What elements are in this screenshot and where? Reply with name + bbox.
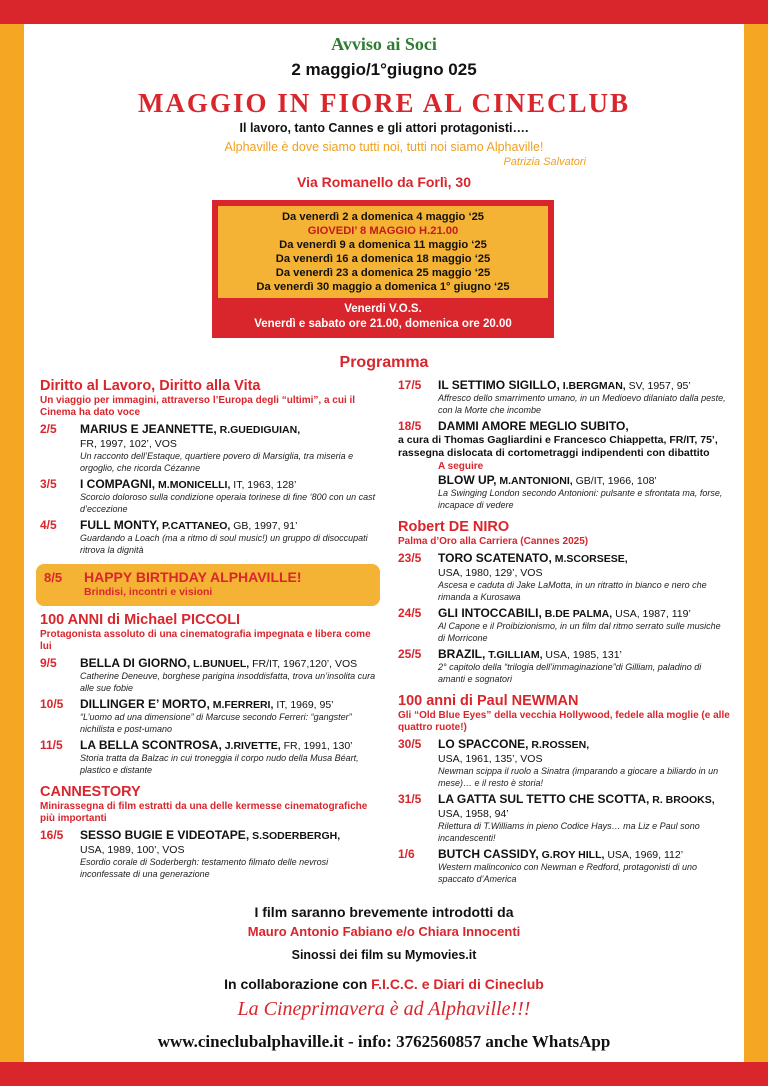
birthday-banner [36, 564, 380, 606]
film-director: R.GUEDIGUIAN, [219, 424, 301, 436]
film-info: GB, 1997, 91’ [233, 520, 298, 532]
film-title: MARIUS E JEANNETTE, [80, 422, 217, 436]
film-title: FULL MONTY, [80, 518, 160, 532]
film-director: L.BUNUEL, [193, 658, 250, 670]
film-date: 25/5 [398, 647, 422, 661]
schedule-box [212, 200, 554, 338]
section-subtitle: Protagonista assoluto di una cinematografia impegnata e libera come lui [40, 629, 371, 652]
film-date: 2/5 [40, 422, 57, 436]
film-entry [40, 477, 380, 515]
section-subtitle: Un viaggio per immagini, attraverso l’Europa degli “ultimi”, a cui il Cinema ha dato voce [40, 395, 356, 418]
film-description: 2° capitolo della “trilogia dell’immaginazione”di Gilliam, paladino di amanti e sognatori [438, 662, 702, 684]
film-info: GB/IT, 1966, 108’ [575, 475, 657, 487]
birthday-subtitle: Brindisi, incontri e visioni [84, 586, 213, 598]
film-info: IT, 1969, 95’ [276, 699, 334, 711]
film-director: R.ROSSEN, [531, 739, 590, 751]
poster-page [24, 24, 744, 1062]
film-date: 23/5 [398, 551, 422, 565]
film-entry [398, 792, 730, 844]
film-director: G.ROY HILL, [541, 849, 605, 861]
film-description: Esordio corale di Soderbergh: testamento filmato delle nevrosi inconfessate di una generazione [80, 857, 329, 879]
film-description: Al Capone e il Proibizionismo, in un film dal ritmo serrato sulle musiche di Morricone [438, 621, 721, 643]
film-info: USA, 1989, 100’, VOS [80, 844, 185, 856]
avviso-heading: Avviso ai Soci [331, 34, 437, 54]
film-date: 24/5 [398, 606, 422, 620]
film-date: 1/6 [398, 847, 415, 861]
birthday-date: 8/5 [44, 570, 63, 585]
film-title: LA GATTA SUL TETTO CHE SCOTTA, [438, 792, 650, 806]
film-title: TORO SCATENATO, [438, 551, 552, 565]
film-title: BELLA DI GIORNO, [80, 656, 191, 670]
sinossi-link-text[interactable]: Sinossi dei film su Mymovies.it [291, 948, 477, 962]
schedule-line: Da venerdì 16 a domenica 18 maggio ‘25 [275, 253, 491, 265]
poster-title: MAGGIO IN FIORE AL CINECLUB [137, 88, 631, 118]
film-entry [40, 697, 380, 735]
film-description: Storia tratta da Balzac in cui troneggia il corpo nudo della Musa Béart, plastico e distante [80, 753, 359, 775]
right-orange-band [744, 24, 768, 1062]
film-description: Scorcio doloroso sulla condizione operaia torinese di fine ‘800 con un cast d’eccezione [80, 492, 376, 514]
film-entry [40, 422, 380, 474]
slogan: La Cineprimavera è ad Alphaville!!! [237, 998, 531, 1020]
film-date: 17/5 [398, 378, 422, 392]
film-description: Newman scippa il ruolo a Sinatra (imparando a giocare a biliardo in un mese)… e il resto è storia! [438, 766, 719, 788]
film-director: I.BERGMAN, [562, 380, 626, 392]
programma-heading: Programma [339, 354, 429, 371]
quote-text: Alphaville è dove siamo tutti noi, tutti noi siamo Alphaville! [224, 140, 544, 154]
film-date: 18/5 [398, 419, 422, 433]
film-director: J.RIVETTE, [224, 740, 281, 752]
film-date: 10/5 [40, 697, 64, 711]
section-subtitle: Gli “Old Blue Eyes” della vecchia Hollywood, fedele alla moglie (e alle quattro ruote!) [398, 710, 730, 733]
film-title: DAMMI AMORE MEGLIO SUBITO, [438, 419, 629, 433]
section-title: 100 ANNI di Michael PICCOLI [40, 612, 241, 628]
schedule-line-special: GIOVEDI’ 8 MAGGIO H.21.00 [307, 225, 459, 237]
contact-link[interactable]: www.cineclubalphaville.it - info: 3762560857 anche WhatsApp [157, 1032, 611, 1051]
film-info: IT, 1963, 128’ [233, 479, 297, 491]
birthday-title: HAPPY BIRTHDAY ALPHAVILLE! [84, 569, 302, 585]
film-director: M.FERRERI, [212, 699, 274, 711]
film-title: IL SETTIMO SIGILLO, [438, 378, 560, 392]
film-entry [40, 656, 380, 694]
film-info: USA, 1969, 112’ [607, 849, 684, 861]
film-title: BUTCH CASSIDY, [438, 847, 539, 861]
program-right-column [398, 378, 730, 885]
bottom-red-band [0, 1062, 768, 1086]
film-director: M.SCORSESE, [554, 553, 628, 565]
film-date: 30/5 [398, 737, 422, 751]
film-date: 3/5 [40, 477, 57, 491]
film-director: M.MONICELLI, [158, 479, 231, 491]
film-entry [398, 378, 730, 416]
film-date: 11/5 [40, 738, 63, 752]
film-description: Affresco dello smarrimento umano, in un Medioevo dilaniato dalla peste, con la Morte che incombe [438, 393, 726, 415]
film-description: Rilettura di T.Williams in pieno Codice Hays… ma Liz e Paul sono incandescenti! [438, 821, 700, 843]
section-title: CANNESTORY [40, 784, 141, 800]
film-entry [398, 606, 730, 644]
film-info: FR/IT, 1967,120’, VOS [252, 658, 358, 670]
program-left-column [40, 378, 380, 880]
film-director: R. BROOKS, [652, 794, 715, 806]
schedule-line: Da venerdì 23 a domenica 25 maggio ‘25 [275, 267, 491, 279]
film-info: a cura di Thomas Gagliardini e Francesco Chiappetta, FR/IT, 75’, rassegna dislocata di cortometraggi indipendenti con dibattito [398, 434, 718, 459]
left-orange-band [0, 24, 24, 1062]
film-entry [40, 738, 380, 776]
collab-names: F.I.C.C. e Diari di Cineclub [371, 976, 544, 992]
film-info: USA, 1987, 119’ [615, 608, 691, 620]
film-title: LA BELLA SCONTROSA, [80, 738, 222, 752]
section-subtitle: Palma d’Oro alla Carriera (Cannes 2025) [398, 536, 589, 547]
venue-address: Via Romanello da Forlì, 30 [296, 174, 471, 190]
film-info: USA, 1958, 94’ [438, 808, 509, 820]
film-description: Ascesa e caduta di Jake LaMotta, in un ritratto in bianco e nero che rimanda a Kurosawa [438, 580, 707, 602]
film-title: SESSO BUGIE E VIDEOTAPE, [80, 828, 250, 842]
top-red-band [0, 0, 768, 24]
collaboration-line [24, 976, 744, 992]
section-title: 100 anni di Paul NEWMAN [398, 693, 579, 709]
film-description: La Swinging London secondo Antonioni: pulsante e sfrontata ma, forse, incapace di vedere [438, 488, 723, 510]
film-entry [40, 828, 380, 880]
film-title: DILLINGER E’ MORTO, [80, 697, 210, 711]
presenters-text: Mauro Antonio Fabiano e/o Chiara Innocenti [247, 924, 521, 939]
showtimes-note: Venerdì e sabato ore 21.00, domenica ore 20.00 [254, 318, 512, 330]
film-info: FR, 1991, 130’ [283, 740, 353, 752]
schedule-line: Da venerdì 30 maggio a domenica 1° giugno ‘25 [256, 281, 510, 293]
film-description: Un racconto dell’Estaque, quartiere povero di Marsiglia, tra miseria e orgoglio, che ricorda Cézanne [80, 451, 354, 473]
film-entry [398, 647, 730, 685]
film-entry [398, 737, 730, 789]
vos-note: Venerdi V.O.S. [344, 303, 422, 315]
film-date: 9/5 [40, 656, 57, 670]
film-title: BLOW UP, [438, 473, 497, 487]
film-info: USA, 1980, 129’, VOS [438, 567, 543, 579]
film-info: USA, 1961, 135’, VOS [438, 753, 543, 765]
film-director: S.SODERBERGH, [252, 830, 341, 842]
film-description: Catherine Deneuve, borghese parigina insoddisfatta, trova un’insolita cura alle sue fobie [80, 671, 376, 693]
section-title: Robert DE NIRO [398, 519, 510, 535]
schedule-line: Da venerdì 2 a domenica 4 maggio ‘25 [281, 211, 485, 223]
film-info: USA, 1985, 131’ [545, 649, 622, 661]
section-subtitle: Minirassegna di film estratti da una delle kermesse cinematografiche più importanti [40, 801, 368, 824]
film-director: P.CATTANEO, [162, 520, 231, 532]
film-info: SV, 1957, 95’ [628, 380, 691, 392]
collab-prefix: In collaborazione con [224, 976, 368, 992]
film-title: GLI INTOCCABILI, [438, 606, 542, 620]
film-entry [398, 419, 730, 434]
film-entry [40, 518, 380, 556]
section-title: Diritto al Lavoro, Diritto alla Vita [40, 378, 261, 394]
film-description: Guardando a Loach (ma a ritmo di soul music!) un gruppo di disoccupati ritrova la dignità [80, 533, 368, 555]
film-description: “L’uomo ad una dimensione” di Marcuse secondo Ferreri: “gangster” nichilista e post-umano [80, 712, 352, 734]
schedule-dates [218, 206, 548, 298]
film-date: 16/5 [40, 828, 64, 842]
poster-subtitle: Il lavoro, tanto Cannes e gli attori protagonisti…. [239, 121, 529, 135]
film-info: FR, 1997, 102’, VOS [80, 438, 177, 450]
film-entry [398, 847, 730, 885]
quote-author: Patrizia Salvatori [503, 156, 586, 168]
film-description: Western malinconico con Newman e Redford, protagonisti di uno spaccato d’America [438, 862, 697, 884]
film-title: LO SPACCONE, [438, 737, 529, 751]
film-director: M.ANTONIONI, [499, 475, 573, 487]
film-title: I COMPAGNI, [80, 477, 156, 491]
film-director: T.GILLIAM, [488, 649, 543, 661]
film-date: 4/5 [40, 518, 57, 532]
film-entry [398, 551, 730, 603]
film-title: BRAZIL, [438, 647, 486, 661]
film-director: B.DE PALMA, [544, 608, 613, 620]
intro-text: I film saranno brevemente introdotti da [254, 904, 514, 920]
film-date: 31/5 [398, 792, 422, 806]
schedule-line: Da venerdì 9 a domenica 11 maggio ‘25 [279, 239, 487, 251]
a-seguire-label: A seguire [438, 461, 484, 472]
date-range: 2 maggio/1°giugno 025 [291, 60, 477, 79]
